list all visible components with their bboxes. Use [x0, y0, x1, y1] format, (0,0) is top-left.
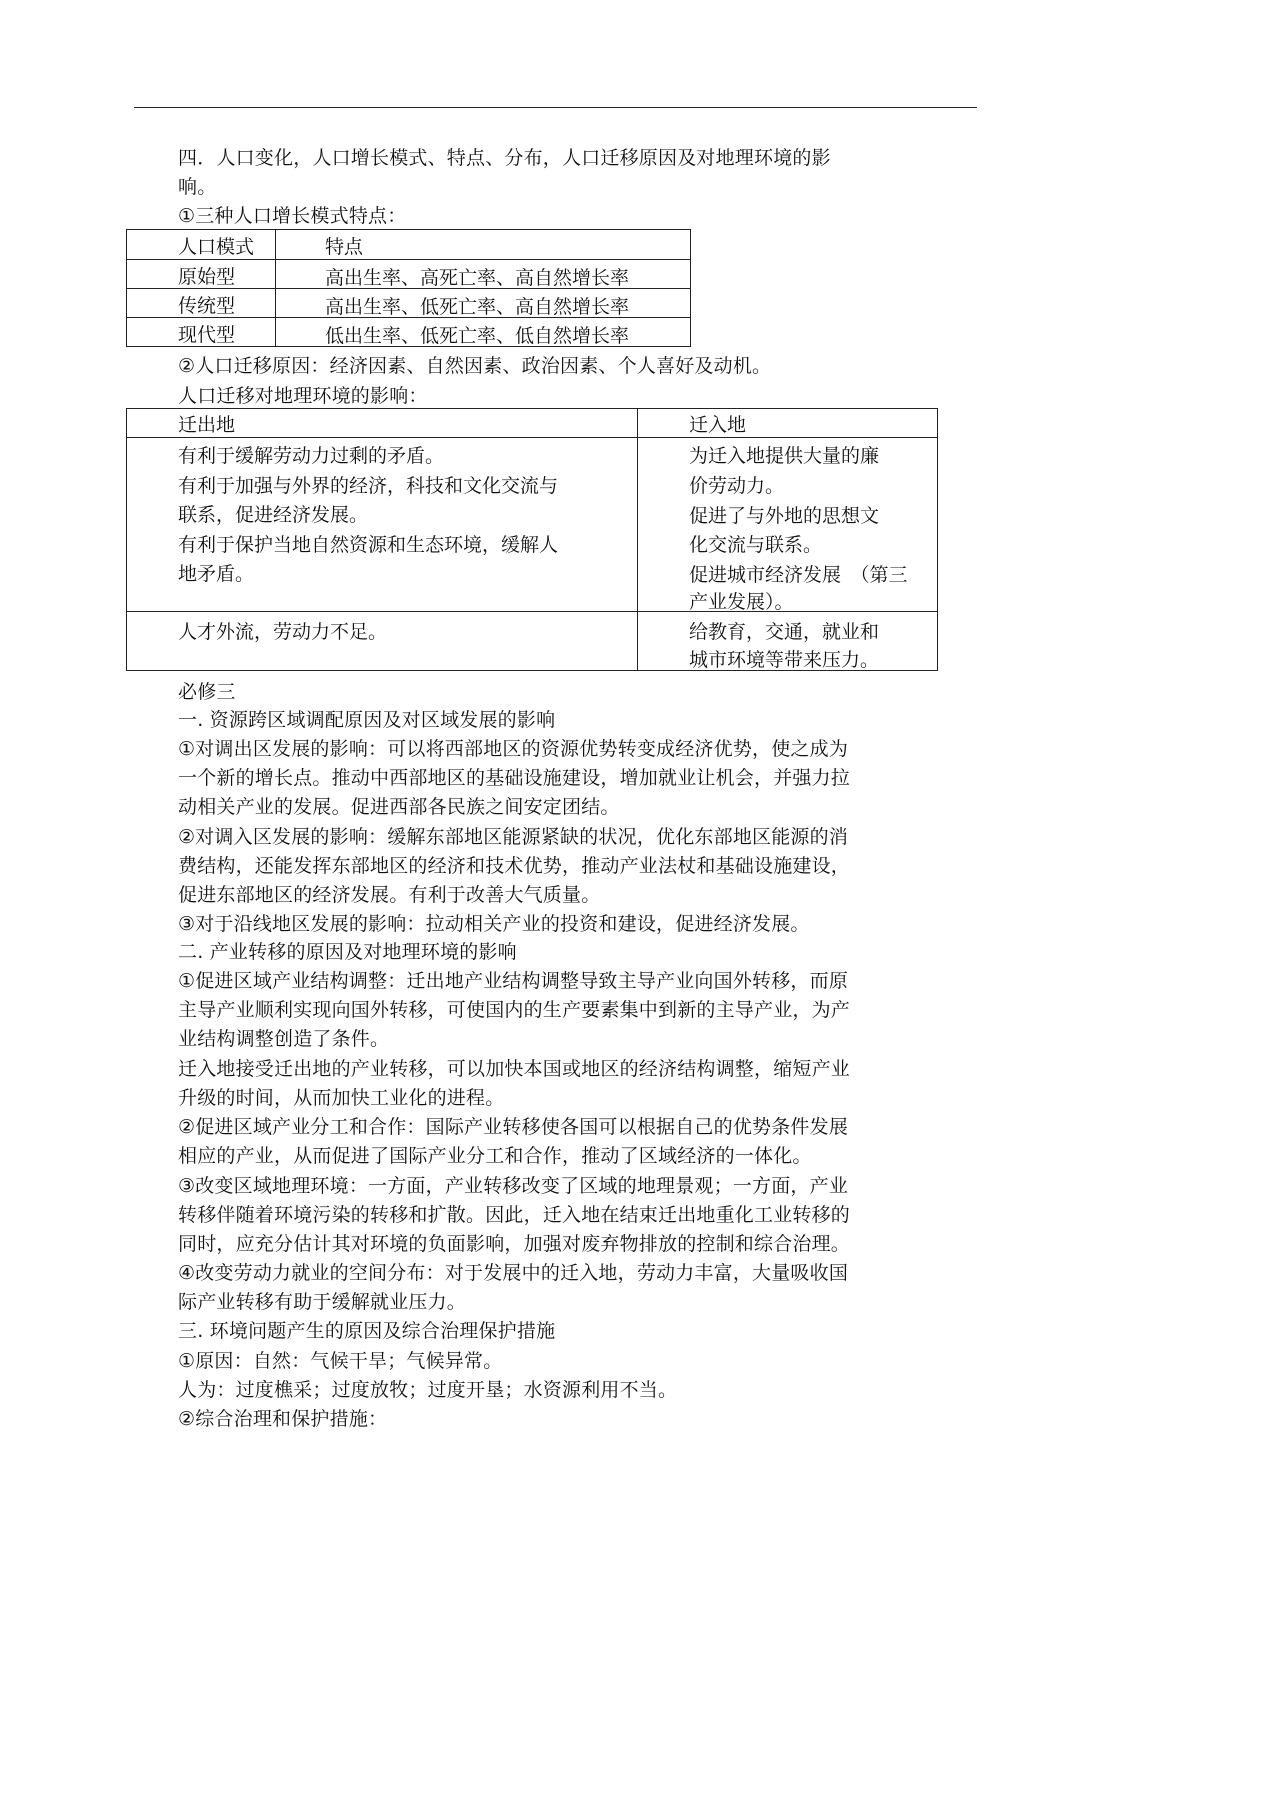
paragraph-line: 迁入地接受迁出地的产业转移，可以加快本国或地区的经济结构调整，缩短产业 — [178, 1058, 851, 1080]
paragraph-line: ③改变区域地理环境：一方面，产业转移改变了区域的地理景观；一方面，产业 — [178, 1175, 849, 1197]
paragraph-line: ①促进区域产业结构调整：迁出地产业结构调整导致主导产业向国外转移，而原 — [178, 970, 849, 992]
growth-table-mode-cell: 现代型 — [178, 324, 236, 346]
section-heading: 四．人口变化，人口增长模式、特点、分布，人口迁移原因及对地理环境的影 — [178, 147, 831, 169]
emigration-impact-text: 人才外流，劳动力不足。 — [178, 621, 388, 643]
migration-reasons: ②人口迁移原因：经济因素、自然因素、政治因素、个人喜好及动机。 — [178, 355, 772, 377]
paragraph-line: 同时，应充分估计其对环境的负面影响，加强对废弃物排放的控制和综合治理。 — [178, 1233, 851, 1255]
emigration-impact-text: 有利于缓解劳动力过剩的矛盾。 — [178, 445, 445, 467]
growth-table-mode-cell: 传统型 — [178, 295, 236, 317]
immigration-impact-text: 促进了与外地的思想文 — [689, 505, 880, 527]
section-heading: 三. 环境问题产生的原因及综合治理保护措施 — [178, 1320, 556, 1342]
growth-table-row-divider — [126, 259, 691, 260]
growth-table-header-feature: 特点 — [325, 236, 364, 258]
paragraph-line: ①对调出区发展的影响：可以将西部地区的资源优势转变成经济优势，使之成为 — [178, 738, 849, 760]
emigration-impact-text: 联系，促进经济发展。 — [178, 504, 369, 526]
paragraph-line: ②对调入区发展的影响：缓解东部地区能源紧缺的状况，优化东部地区能源的消 — [178, 826, 849, 848]
growth-table-feature-cell: 低出生率、低死亡率、低自然增长率 — [325, 325, 630, 347]
paragraph-line: ③对于沿线地区发展的影响：拉动相关产业的投资和建设，促进经济发展。 — [178, 913, 810, 935]
paragraph-line: 际产业转移有助于缓解就业压力。 — [178, 1291, 467, 1313]
emigration-impact-text: 有利于加强与外界的经济，科技和文化交流与 — [178, 475, 559, 497]
immigration-impact-text: 给教育，交通，就业和 — [689, 621, 880, 643]
impact-table-header-out: 迁出地 — [178, 414, 236, 436]
section-heading: 一. 资源跨区域调配原因及对区域发展的影响 — [178, 709, 556, 731]
immigration-impact-text: 促进城市经济发展 （第三 — [689, 564, 908, 586]
paragraph-line: 人为：过度樵采；过度放牧；过度开垦；水资源利用不当。 — [178, 1379, 678, 1401]
paragraph-line: 促进东部地区的经济发展。有利于改善大气质量。 — [178, 884, 601, 906]
growth-modes-label: ①三种人口增长模式特点： — [178, 205, 407, 227]
paragraph-line: ①原因：自然：气候干旱；气候异常。 — [178, 1350, 503, 1372]
impact-table-header-in: 迁入地 — [689, 414, 747, 436]
immigration-impact-text: 为迁入地提供大量的廉 — [689, 445, 880, 467]
paragraph-line: 费结构，还能发挥东部地区的经济和技术优势，推动产业法杖和基础设施建设， — [178, 855, 851, 877]
impact-table-column-divider — [637, 408, 638, 671]
immigration-impact-text: 价劳动力。 — [689, 475, 785, 497]
section-heading: 二. 产业转移的原因及对地理环境的影响 — [178, 941, 517, 963]
emigration-impact-text: 地矛盾。 — [178, 563, 255, 585]
growth-table-mode-cell: 原始型 — [178, 266, 236, 288]
impact-table-row-divider — [126, 437, 938, 438]
paragraph-line: 主导产业顺利实现向国外转移，可使国内的生产要素集中到新的主导产业，为产 — [178, 999, 851, 1021]
immigration-impact-text: 城市环境等带来压力。 — [689, 649, 880, 671]
paragraph-line: 业结构调整创造了条件。 — [178, 1028, 390, 1050]
paragraph-line: 转移伴随着环境污染的转移和扩散。因此，迁入地在结束迁出地重化工业转移的 — [178, 1204, 851, 1226]
paragraph-line: 升级的时间，从而加快工业化的进程。 — [178, 1087, 505, 1109]
paragraph-line: ②综合治理和保护措施： — [178, 1408, 388, 1430]
paragraph-line: 一个新的增长点。推动中西部地区的基础设施建设，增加就业让机会，并强力拉 — [178, 767, 851, 789]
growth-table-header-mode: 人口模式 — [178, 236, 255, 258]
growth-table-feature-cell: 高出生率、低死亡率、高自然增长率 — [325, 296, 630, 318]
paragraph-line: ②促进区域产业分工和合作：国际产业转移使各国可以根据自己的优势条件发展 — [178, 1116, 849, 1138]
header-rule — [134, 107, 977, 108]
emigration-impact-text: 有利于保护当地自然资源和生态环境，缓解人 — [178, 534, 559, 556]
volume-heading: 必修三 — [178, 681, 236, 703]
paragraph-line: 动相关产业的发展。促进西部各民族之间安定团结。 — [178, 796, 620, 818]
growth-table-feature-cell: 高出生率、高死亡率、高自然增长率 — [325, 267, 630, 289]
migration-impact-label: 人口迁移对地理环境的影响： — [178, 385, 428, 407]
section-heading-continued: 响。 — [178, 176, 217, 198]
immigration-impact-text: 产业发展）。 — [689, 591, 794, 613]
impact-table-row-divider — [126, 611, 938, 612]
paragraph-line: 相应的产业，从而促进了国际产业分工和合作，推动了区域经济的一体化。 — [178, 1145, 812, 1167]
paragraph-line: ④改变劳动力就业的空间分布：对于发展中的迁入地，劳动力丰富，大量吸收国 — [178, 1262, 849, 1284]
immigration-impact-text: 化交流与联系。 — [689, 534, 823, 556]
